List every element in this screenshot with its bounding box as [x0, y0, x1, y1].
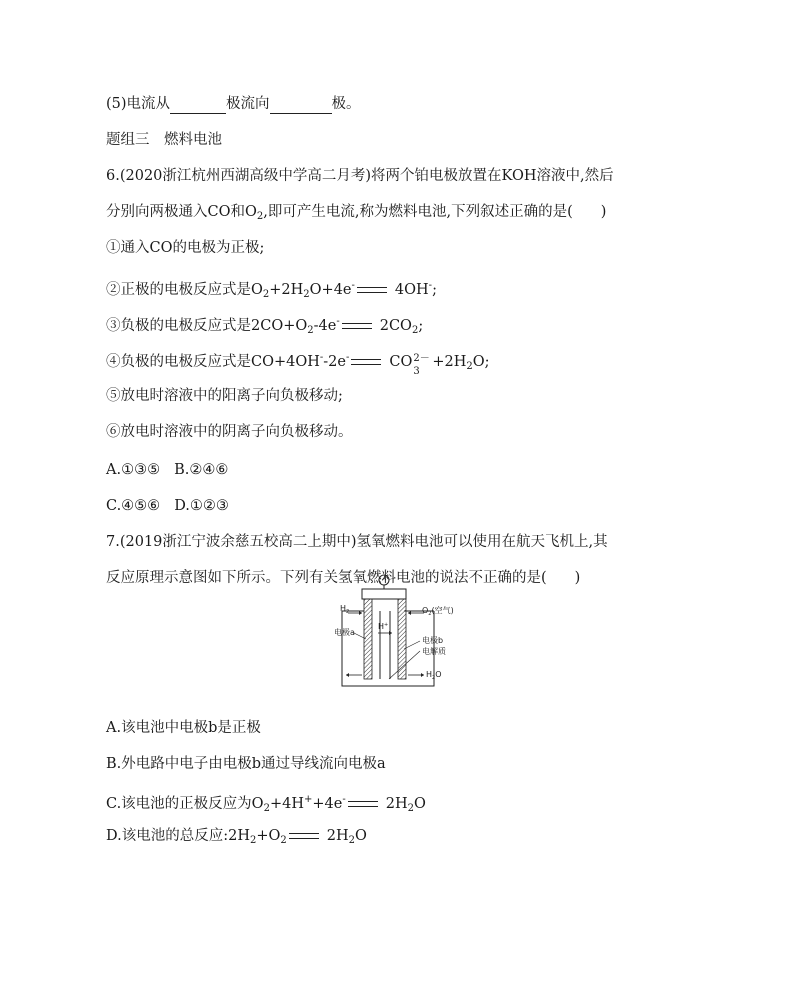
q6-sub: 2 [256, 211, 264, 222]
left-outlet-arrow [346, 673, 349, 677]
q5-suffix: 极。 [331, 96, 361, 112]
q6-statement-3: ③负极的电极反应式是$2CO+O_2-4e^-$ $2CO_2$; [106, 316, 424, 336]
fuel-cell-diagram [334, 571, 460, 705]
label-hplus: H+ [378, 622, 389, 631]
equals-sign [348, 801, 378, 807]
q6-option-d[interactable]: D.①②③ [174, 498, 229, 514]
section-title: 题组三 燃料电池 [106, 132, 222, 148]
q7-stem-line-2: 反应原理示意图如下所示。下列有关氢氧燃料电池的说法不正确的是( ) [106, 570, 581, 586]
label-h2: $H_2$ [340, 604, 350, 615]
q6-options-row-2 [106, 496, 229, 516]
q5-mid: 极流向 [226, 96, 270, 112]
q6-stem-line-2 [106, 202, 606, 227]
label-electrolyte: 电解质 [422, 647, 446, 656]
label-electrode-a: 电极a [334, 628, 355, 637]
h2-inlet-arrow [359, 611, 362, 615]
q6-statement-2: ②正极的电极反应式是$O_2+2H_2O+4e^-$ 4OH-; [106, 280, 437, 300]
equals-sign [351, 359, 381, 365]
o2-inlet-arrow [408, 611, 411, 615]
q6-statement-5: ⑤放电时溶液中的阳离子向负极移动; [106, 388, 343, 404]
equals-sign [357, 287, 387, 293]
q6-stem-line-1: 6.(2020浙江杭州西湖高级中学高二月考)将两个铂电极放置在KOH溶液中,然后 [106, 168, 614, 184]
q6-statement-4: ④负极的电极反应式是CO+4OH--2e- CO 2－ 3 $+2H_2O$; [106, 352, 490, 377]
q5-blank-1[interactable] [170, 97, 226, 114]
label-h2o: $H_2O$ [426, 670, 442, 681]
q6-statement-6: ⑥放电时溶液中的阴离子向负极移动。 [106, 424, 353, 440]
q7-option-d[interactable]: D.该电池的总反应$:2H_2+O_2$ $2H_2O$ [106, 828, 367, 846]
q6-options-row-1 [106, 460, 228, 480]
label-electrode-b: 电极b [422, 636, 444, 645]
q5-line [106, 94, 361, 114]
q5-prefix: (5)电流从 [106, 96, 171, 112]
external-wire [362, 589, 406, 599]
q6-option-b[interactable]: B.②④⑥ [174, 462, 229, 478]
bulb-icon [379, 575, 389, 589]
q6-stem-text: 分别向两极通入CO和O [106, 204, 257, 220]
equals-sign [289, 833, 319, 839]
q6-option-c[interactable]: C.④⑤⑥ [106, 498, 161, 514]
label-o2: $O_2$(空气) [422, 606, 454, 617]
equals-sign [342, 323, 372, 329]
q5-blank-2[interactable] [270, 97, 332, 114]
h2o-outlet-arrow [421, 673, 424, 677]
q7-option-a[interactable]: A.该电池中电极b是正极 [106, 720, 261, 736]
q7-stem-line-1: 7.(2019浙江宁波余慈五校高二上期中)氢氧燃料电池可以使用在航天飞机上,其 [106, 534, 608, 550]
q7-option-c[interactable]: C.该电池的正极反应为$O_2+4H^++4e^-$ $2H_2O$ [106, 794, 426, 814]
q7-option-b[interactable]: B.外电路中电子由电极b通过导线流向电极a [106, 756, 386, 772]
electrode-a [364, 599, 372, 679]
q6-stem-rest: ,即可产生电流,称为燃料电池,下列叙述正确的是( [263, 204, 573, 220]
q6-option-a[interactable]: A.①③⑤ [106, 462, 161, 478]
q6-paren-close: ) [600, 204, 607, 220]
q6-statement-1: ①通入CO的电极为正极; [106, 240, 265, 256]
